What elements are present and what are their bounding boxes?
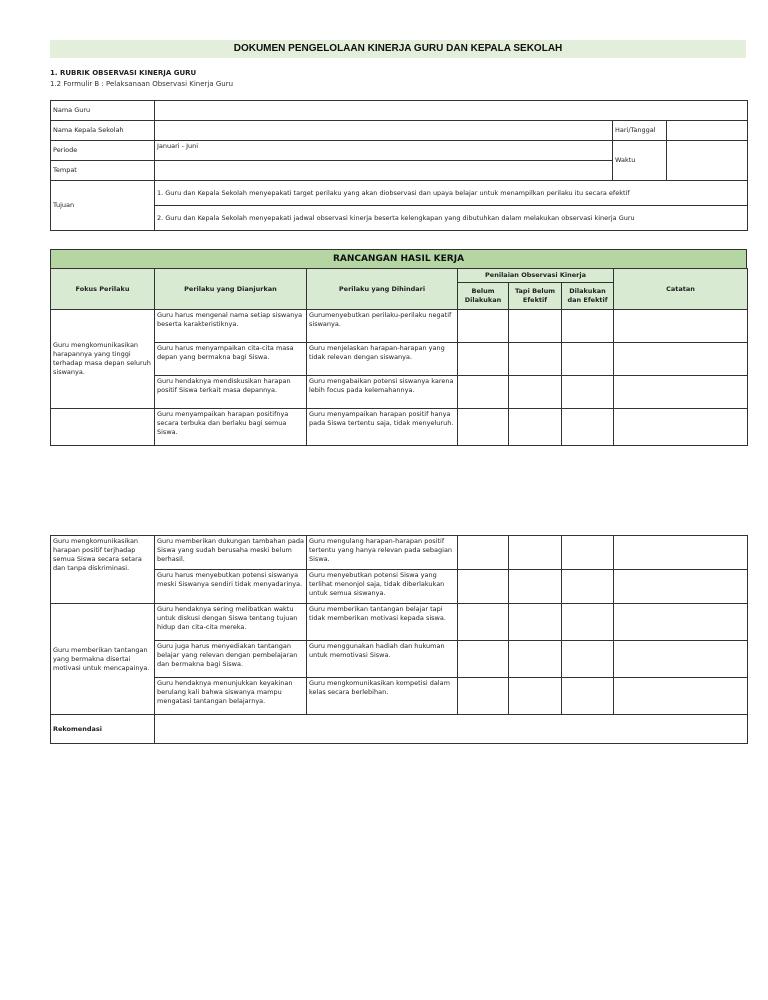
check-dilakukan[interactable] [562,409,614,446]
catatan-cell[interactable] [614,678,748,715]
header-dihindari: Perilaku yang Dihindari [307,269,458,310]
periode-label: Periode [51,141,155,161]
hari-tanggal-field[interactable] [667,121,748,141]
dihindari-cell: Guru menggunakan hadiah dan hukuman untuk memotivasi Siswa. [307,641,458,678]
check-tapi-belum[interactable] [509,376,562,409]
dianjurkan-cell [155,678,307,715]
check-tapi-belum[interactable] [509,570,562,604]
table-row [51,570,748,604]
check-tapi-belum[interactable] [509,343,562,376]
dihindari-cell [307,409,458,446]
document-title: DOKUMEN PENGELOLAAN KINERJA GURU DAN KEPALA SEKOLAH [50,40,746,58]
hari-tanggal-label: Hari/Tanggal [613,121,667,141]
dihindari-cell: Guru mengabaikan potensi siswanya karena lebih focus pada kelemahannya. [307,376,458,409]
dianjurkan-cell [155,604,307,641]
dihindari-cell: Guru mengkomunikasikan kompetisi dalam kelas secara berlebihan. [307,678,458,715]
check-dilakukan[interactable] [562,604,614,641]
dihindari-cell: Guru menyebutkan potensi Siswa yang terlihat menonjol saja, tidak diberlakukan untuk semua siswanya. [307,570,458,604]
header-belum: Belum Dilakukan [458,283,509,310]
check-dilakukan[interactable] [562,343,614,376]
dianjurkan-cell: Guru harus menyebutkan potensi siswanya meski Siswanya sendiri tidak menyadarinya. [155,570,307,604]
table-row [51,678,748,715]
header-dilakukan: Dilakukan dan Efektif [562,283,614,310]
catatan-cell[interactable] [614,604,748,641]
dihindari-cell: Guru memberikan tantangan belajar tapi tidak memberikan motivasi kepada siswa. [307,604,458,641]
catatan-cell[interactable] [614,376,748,409]
check-belum[interactable] [458,570,509,604]
check-dilakukan[interactable] [562,570,614,604]
dianjurkan-text: Guru hendaknya menunjukkan keyakinan berulang kali bahwa siswanya mampu mengatasi tantangan belajarnya. [157,679,293,705]
dianjurkan-text: Guru juga harus menyediakan tantangan belajar yang relevan dengan pembelajaran dan bermakna bagi Siswa. [157,642,298,668]
dihindari-text: Guru menyampaikan harapan positif hanya pada Siswa tertentu saja, tidak menyeluruh. [309,410,454,427]
tujuan-item-1: 1. Guru dan Kepala Sekolah menyepakati target perilaku yang akan diobservasi dan upaya belajar untuk menampilkan perilaku itu secara efektif [155,181,748,206]
check-tapi-belum[interactable] [509,678,562,715]
tempat-label: Tempat [51,161,155,181]
section-subheading: 1.2 Formulir B : Pelaksanaan Observasi Kinerja Guru [50,80,234,88]
nama-guru-label: Nama Guru [51,101,155,121]
plan-table-part1 [50,268,748,446]
tujuan-label: Tujuan [51,181,155,231]
dianjurkan-cell [155,641,307,678]
header-fokus: Fokus Perilaku [51,269,155,310]
tempat-field[interactable] [155,161,613,181]
table-row [51,343,748,376]
check-belum[interactable] [458,376,509,409]
dihindari-cell: Guru menjelaskan harapan-harapan yang tidak relevan dengan siswanya. [307,343,458,376]
dianjurkan-cell [155,409,307,446]
check-belum[interactable] [458,310,509,343]
periode-value[interactable]: Januari - Juni [155,141,613,161]
catatan-cell[interactable] [614,343,748,376]
plan-table-part2 [50,535,748,744]
table-row [51,310,748,343]
rekomendasi-field[interactable] [155,715,748,744]
nama-guru-field[interactable] [155,101,748,121]
check-belum[interactable] [458,536,509,570]
dianjurkan-cell: Guru harus mengenal nama setiap siswanya beserta karakteristiknya. [155,310,307,343]
check-tapi-belum[interactable] [509,536,562,570]
table-row [51,376,748,409]
catatan-cell[interactable] [614,409,748,446]
plan-title: RANCANGAN HASIL KERJA [50,249,747,269]
check-dilakukan[interactable] [562,536,614,570]
check-dilakukan[interactable] [562,310,614,343]
header-tapi-belum: Tapi Belum Efektif [509,283,562,310]
focus-cell: Guru memberikan tantangan yang bermakna disertai motivasi untuk mencapainya. [51,604,155,715]
dihindari-cell: Guru mengulang harapan-harapan positif tertentu yang hanya relevan pada sebagian Siswa. [307,536,458,570]
dianjurkan-text: Guru hendaknya sering melibatkan waktu untuk diskusi dengan Siswa tentang tujuan hidup dan cita-cita mereka. [157,605,298,631]
check-belum[interactable] [458,604,509,641]
dihindari-cell: Gurumenyebutkan perilaku-perilaku negatif siswanya. [307,310,458,343]
info-table [50,100,748,231]
check-belum[interactable] [458,641,509,678]
section-heading: 1. RUBRIK OBSERVASI KINERJA GURU [50,69,197,77]
rekomendasi-row [51,715,748,744]
table-row [51,409,748,446]
table-row [51,536,748,570]
check-tapi-belum[interactable] [509,641,562,678]
focus-cell: Guru mengkomunikasikan harapannya yang tinggi terhadap masa depan seluruh siswanya. [51,310,155,409]
check-tapi-belum[interactable] [509,604,562,641]
check-dilakukan[interactable] [562,641,614,678]
check-belum[interactable] [458,343,509,376]
check-tapi-belum[interactable] [509,310,562,343]
catatan-cell[interactable] [614,536,748,570]
nama-kepsek-field[interactable] [155,121,613,141]
focus-cell: Guru mengkomunikasikan harapan positif terjhadap semua Siswa secara setara dan tanpa diskriminasi. [51,536,155,604]
header-catatan: Catatan [614,269,748,310]
check-belum[interactable] [458,678,509,715]
check-dilakukan[interactable] [562,376,614,409]
check-dilakukan[interactable] [562,678,614,715]
waktu-label: Waktu [613,141,667,181]
dianjurkan-cell: Guru harus menyampaikan cita-cita masa depan yang bermakna bagi Siswa. [155,343,307,376]
check-tapi-belum[interactable] [509,409,562,446]
dianjurkan-text: Guru menyampaikan harapan positifnya secara terbuka dan berlaku bagi semua Siswa. [157,410,289,436]
tujuan-item-2: 2. Guru dan Kepala Sekolah menyepakati jadwal observasi kinerja beserta kelengkapan yang dibutuhkan dalam melakukan observasi kinerja Guru [155,206,748,231]
catatan-cell[interactable] [614,570,748,604]
dianjurkan-cell: Guru memberikan dukungan tambahan pada Siswa yang sudah berusaha meski belum berhasil. [155,536,307,570]
table-row [51,604,748,641]
header-dianjurkan: Perilaku yang Dianjurkan [155,269,307,310]
header-penilaian: Penilaian Observasi Kinerja [458,269,614,283]
catatan-cell[interactable] [614,641,748,678]
table-row [51,641,748,678]
catatan-cell[interactable] [614,310,748,343]
rekomendasi-label: Rekomendasi [51,715,155,744]
check-belum[interactable] [458,409,509,446]
nama-kepsek-label: Nama Kepala Sekolah [51,121,155,141]
waktu-field[interactable] [667,141,748,181]
focus-cell-cut [51,409,155,446]
dianjurkan-cell: Guru hendaknya mendiskusikan harapan positif Siswa terkait masa depannya. [155,376,307,409]
